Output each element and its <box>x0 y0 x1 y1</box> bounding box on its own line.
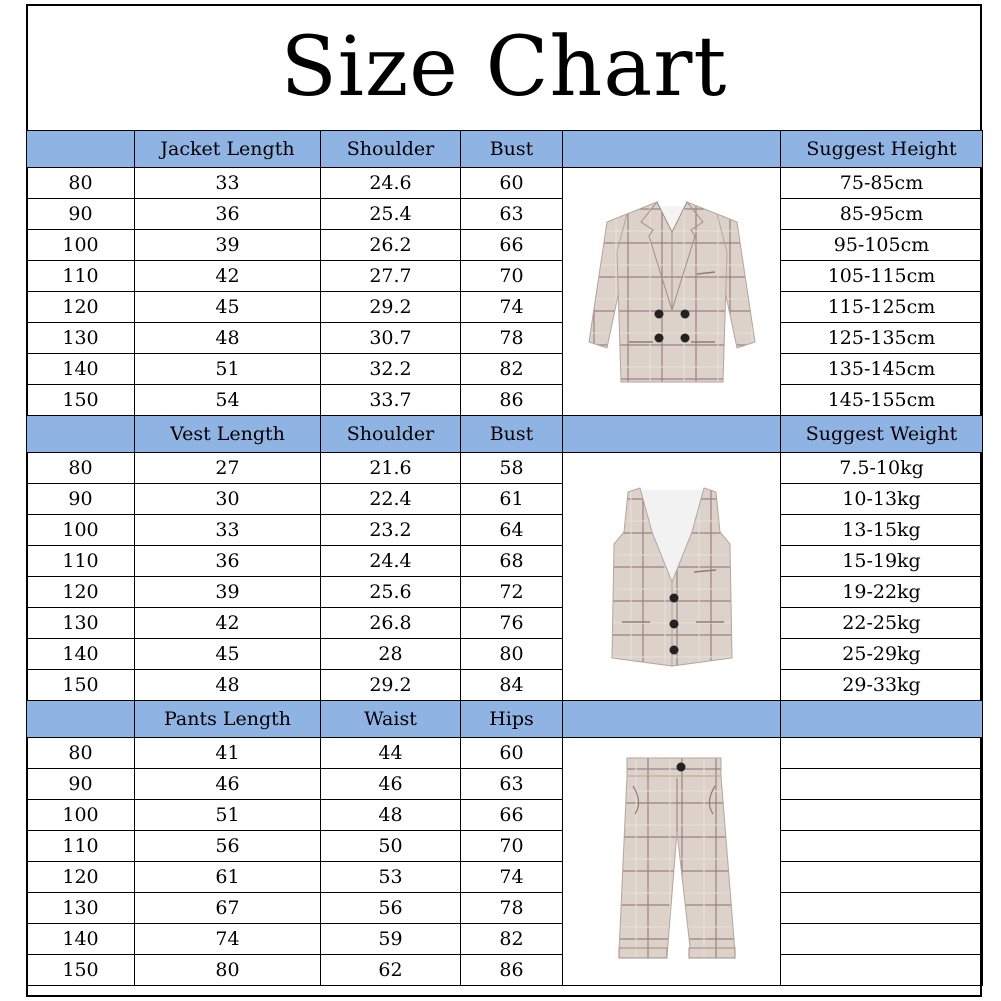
table-row <box>27 168 983 199</box>
pants-cell: 53 <box>321 862 461 893</box>
jacket-cell: 70 <box>461 261 563 292</box>
jacket-suggest-cell: 135-145cm <box>781 354 983 385</box>
vest-header-cell: Bust <box>461 416 563 453</box>
vest-cell: 110 <box>27 546 135 577</box>
table-row <box>27 515 983 546</box>
jacket-suggest-cell: 105-115cm <box>781 261 983 292</box>
vest-cell: 61 <box>461 484 563 515</box>
jacket-suggest-cell: 115-125cm <box>781 292 983 323</box>
jacket-cell: 130 <box>27 323 135 354</box>
table-row <box>27 261 983 292</box>
vest-suggest-cell: 29-33kg <box>781 670 983 701</box>
vest-header-cell <box>563 416 781 453</box>
vest-cell: 120 <box>27 577 135 608</box>
jacket-suggest-cell: 75-85cm <box>781 168 983 199</box>
vest-cell: 48 <box>135 670 321 701</box>
pants-cell: 80 <box>135 955 321 986</box>
vest-cell: 27 <box>135 453 321 484</box>
jacket-image-cell <box>563 168 781 416</box>
table-row <box>27 385 983 416</box>
vest-header-cell: Vest Length <box>135 416 321 453</box>
jacket-header-cell: Bust <box>461 131 563 168</box>
vest-cell: 39 <box>135 577 321 608</box>
pants-cell: 82 <box>461 924 563 955</box>
table-row <box>27 862 983 893</box>
pants-header-row <box>27 701 983 738</box>
pants-header-cell <box>781 701 983 738</box>
table-row <box>27 769 983 800</box>
table-row <box>27 577 983 608</box>
plaid-vest-icon <box>592 482 752 672</box>
vest-cell: 68 <box>461 546 563 577</box>
table-row <box>27 323 983 354</box>
jacket-cell: 60 <box>461 168 563 199</box>
pants-cell: 90 <box>27 769 135 800</box>
table-row <box>27 924 983 955</box>
pants-suggest-cell <box>781 831 983 862</box>
jacket-cell: 30.7 <box>321 323 461 354</box>
jacket-cell: 45 <box>135 292 321 323</box>
pants-cell: 80 <box>27 738 135 769</box>
jacket-cell: 24.6 <box>321 168 461 199</box>
vest-suggest-cell: 7.5-10kg <box>781 453 983 484</box>
table-row <box>27 831 983 862</box>
vest-cell: 72 <box>461 577 563 608</box>
vest-cell: 150 <box>27 670 135 701</box>
pants-cell: 46 <box>321 769 461 800</box>
pants-header-cell: Waist <box>321 701 461 738</box>
pants-cell: 70 <box>461 831 563 862</box>
table-row <box>27 230 983 261</box>
jacket-suggest-cell: 125-135cm <box>781 323 983 354</box>
jacket-cell: 39 <box>135 230 321 261</box>
pants-suggest-cell <box>781 862 983 893</box>
pants-cell: 120 <box>27 862 135 893</box>
jacket-suggest-cell: 95-105cm <box>781 230 983 261</box>
pants-header-cell <box>563 701 781 738</box>
pants-header-cell: Pants Length <box>135 701 321 738</box>
vest-cell: 58 <box>461 453 563 484</box>
vest-cell: 25.6 <box>321 577 461 608</box>
jacket-suggest-cell: 145-155cm <box>781 385 983 416</box>
plaid-jacket-icon <box>577 192 767 392</box>
vest-cell: 22.4 <box>321 484 461 515</box>
vest-cell: 84 <box>461 670 563 701</box>
pants-cell: 41 <box>135 738 321 769</box>
pants-suggest-cell <box>781 955 983 986</box>
table-row <box>27 893 983 924</box>
jacket-cell: 33.7 <box>321 385 461 416</box>
vest-header-cell: Suggest Weight <box>781 416 983 453</box>
pants-cell: 100 <box>27 800 135 831</box>
jacket-cell: 150 <box>27 385 135 416</box>
vest-suggest-cell: 25-29kg <box>781 639 983 670</box>
table-row <box>27 484 983 515</box>
table-row <box>27 199 983 230</box>
table-row <box>27 955 983 986</box>
table-row <box>27 608 983 639</box>
table-row <box>27 453 983 484</box>
jacket-cell: 27.7 <box>321 261 461 292</box>
jacket-cell: 51 <box>135 354 321 385</box>
jacket-suggest-cell: 85-95cm <box>781 199 983 230</box>
table-row <box>27 738 983 769</box>
vest-cell: 24.4 <box>321 546 461 577</box>
pants-cell: 78 <box>461 893 563 924</box>
pants-suggest-cell <box>781 893 983 924</box>
vest-cell: 76 <box>461 608 563 639</box>
vest-suggest-cell: 22-25kg <box>781 608 983 639</box>
vest-cell: 29.2 <box>321 670 461 701</box>
jacket-header-cell: Jacket Length <box>135 131 321 168</box>
pants-cell: 140 <box>27 924 135 955</box>
jacket-cell: 120 <box>27 292 135 323</box>
vest-image-cell <box>563 453 781 701</box>
pants-cell: 50 <box>321 831 461 862</box>
table-row <box>27 670 983 701</box>
pants-cell: 62 <box>321 955 461 986</box>
pants-cell: 51 <box>135 800 321 831</box>
pants-cell: 110 <box>27 831 135 862</box>
vest-header-row <box>27 416 983 453</box>
pants-cell: 63 <box>461 769 563 800</box>
table-row <box>27 639 983 670</box>
pants-suggest-cell <box>781 924 983 955</box>
jacket-header-cell <box>563 131 781 168</box>
jacket-header-row <box>27 131 983 168</box>
vest-cell: 33 <box>135 515 321 546</box>
pants-cell: 56 <box>135 831 321 862</box>
vest-cell: 30 <box>135 484 321 515</box>
pants-image-cell <box>563 738 781 986</box>
pants-cell: 67 <box>135 893 321 924</box>
jacket-header-cell: Suggest Height <box>781 131 983 168</box>
vest-cell: 80 <box>27 453 135 484</box>
vest-suggest-cell: 15-19kg <box>781 546 983 577</box>
vest-cell: 80 <box>461 639 563 670</box>
pants-header-cell <box>27 701 135 738</box>
pants-suggest-cell <box>781 769 983 800</box>
plaid-pants-icon <box>597 752 747 972</box>
vest-cell: 100 <box>27 515 135 546</box>
pants-suggest-cell <box>781 738 983 769</box>
table-row <box>27 800 983 831</box>
pants-cell: 130 <box>27 893 135 924</box>
vest-suggest-cell: 13-15kg <box>781 515 983 546</box>
vest-cell: 28 <box>321 639 461 670</box>
pants-cell: 48 <box>321 800 461 831</box>
jacket-cell: 63 <box>461 199 563 230</box>
pants-cell: 74 <box>461 862 563 893</box>
vest-cell: 45 <box>135 639 321 670</box>
pants-cell: 44 <box>321 738 461 769</box>
page-title: Size Chart <box>280 19 728 115</box>
size-chart-table <box>26 130 983 986</box>
vest-cell: 36 <box>135 546 321 577</box>
jacket-cell: 86 <box>461 385 563 416</box>
vest-cell: 130 <box>27 608 135 639</box>
vest-cell: 23.2 <box>321 515 461 546</box>
jacket-cell: 80 <box>27 168 135 199</box>
jacket-cell: 26.2 <box>321 230 461 261</box>
vest-header-cell: Shoulder <box>321 416 461 453</box>
jacket-cell: 82 <box>461 354 563 385</box>
vest-suggest-cell: 10-13kg <box>781 484 983 515</box>
pants-header-cell: Hips <box>461 701 563 738</box>
jacket-cell: 36 <box>135 199 321 230</box>
pants-cell: 74 <box>135 924 321 955</box>
jacket-cell: 74 <box>461 292 563 323</box>
pants-cell: 59 <box>321 924 461 955</box>
vest-cell: 140 <box>27 639 135 670</box>
jacket-cell: 78 <box>461 323 563 354</box>
jacket-cell: 25.4 <box>321 199 461 230</box>
table-row <box>27 354 983 385</box>
jacket-cell: 140 <box>27 354 135 385</box>
jacket-cell: 48 <box>135 323 321 354</box>
vest-cell: 64 <box>461 515 563 546</box>
pants-cell: 66 <box>461 800 563 831</box>
pants-cell: 46 <box>135 769 321 800</box>
table-row <box>27 292 983 323</box>
jacket-cell: 90 <box>27 199 135 230</box>
vest-cell: 42 <box>135 608 321 639</box>
jacket-cell: 66 <box>461 230 563 261</box>
vest-cell: 90 <box>27 484 135 515</box>
jacket-header-cell <box>27 131 135 168</box>
pants-cell: 86 <box>461 955 563 986</box>
vest-header-cell <box>27 416 135 453</box>
jacket-cell: 100 <box>27 230 135 261</box>
pants-cell: 150 <box>27 955 135 986</box>
jacket-cell: 110 <box>27 261 135 292</box>
jacket-cell: 29.2 <box>321 292 461 323</box>
pants-cell: 61 <box>135 862 321 893</box>
pants-cell: 60 <box>461 738 563 769</box>
jacket-header-cell: Shoulder <box>321 131 461 168</box>
pants-cell: 56 <box>321 893 461 924</box>
jacket-cell: 32.2 <box>321 354 461 385</box>
jacket-cell: 42 <box>135 261 321 292</box>
vest-cell: 21.6 <box>321 453 461 484</box>
jacket-cell: 33 <box>135 168 321 199</box>
vest-cell: 26.8 <box>321 608 461 639</box>
pants-suggest-cell <box>781 800 983 831</box>
vest-suggest-cell: 19-22kg <box>781 577 983 608</box>
jacket-cell: 54 <box>135 385 321 416</box>
table-row <box>27 546 983 577</box>
